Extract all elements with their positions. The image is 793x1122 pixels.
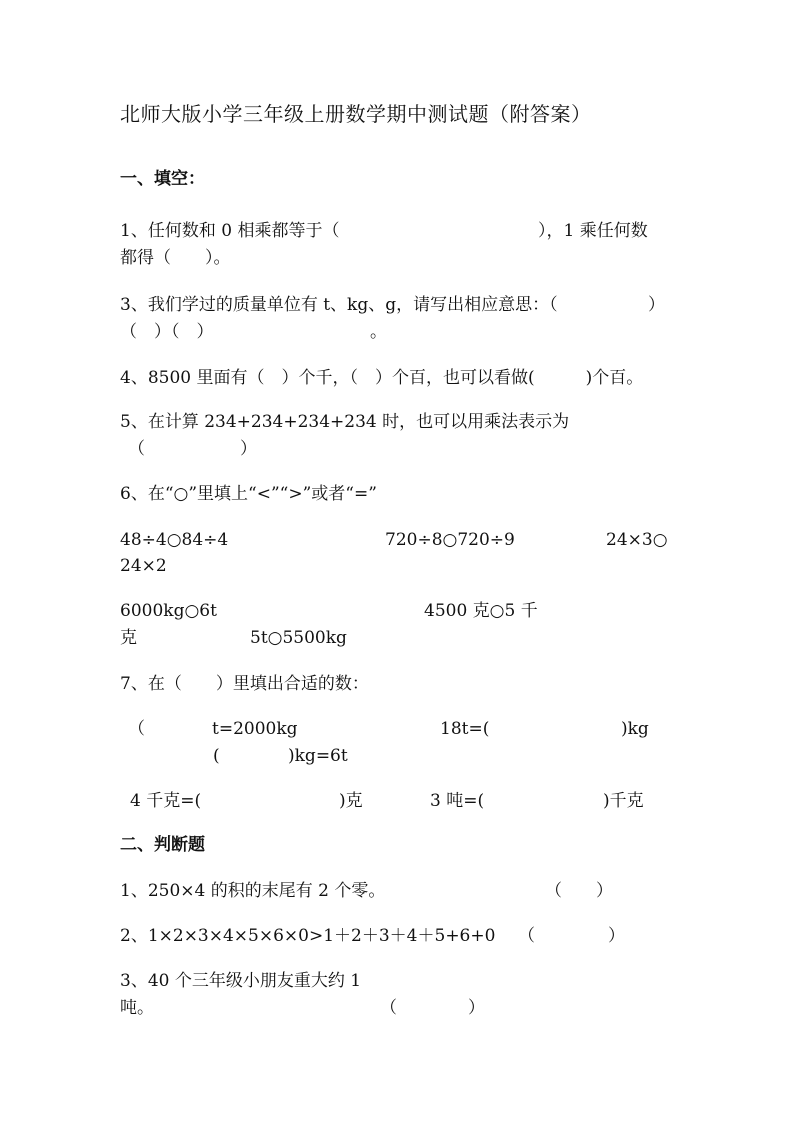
question-5-paren-open: （ [128, 439, 145, 459]
question-3-paren: ） [648, 295, 665, 315]
question-6-item-3: 24×3○ [606, 530, 668, 550]
question-6-item-2: 720÷8○720÷9 [385, 530, 515, 550]
question-7-item-2: 18t=( [440, 719, 490, 739]
question-7-intro: 7、在（ ）里填出合适的数： [120, 674, 369, 694]
question-6-item-3-cont: 24×2 [120, 556, 167, 576]
question-7-item-3-paren: ( [213, 746, 220, 766]
question-6-item-1: 48÷4○84÷4 [120, 530, 229, 550]
question-1-text: 1、任何数和 0 相乘都等于（ [120, 221, 340, 241]
judgement-1-text: 1、250×4 的积的末尾有 2 个零。 [120, 881, 386, 901]
question-5-text: 5、在计算 234+234+234+234 时，也可以用乘法表示为 [120, 412, 570, 432]
judgement-3-text-cont: 吨。 [120, 998, 154, 1018]
question-7-item-4-unit: )克 [339, 791, 363, 811]
question-6-item-5: 4500 克○5 千 [424, 601, 538, 621]
question-7-item-1: t=2000kg [212, 719, 298, 739]
question-3-text: 3、我们学过的质量单位有 t、kg、g，请写出相应意思：（ [120, 295, 558, 315]
judgement-2-text: 2、1×2×3×4×5×6×0>1＋2＋3＋4＋5+6+0 [120, 926, 496, 946]
question-6-item-5-cont: 克 [120, 628, 137, 648]
question-3-line-2: （ ）（ ） [120, 322, 214, 342]
question-1-text-cont: ），1 乘任何数 [538, 221, 648, 241]
question-7-item-5: 3 吨=( [430, 791, 485, 811]
judgement-3-paren-close: ） [468, 998, 485, 1018]
question-6-item-4: 6000kg○6t [120, 601, 217, 621]
question-7-item-1-paren: （ [128, 719, 145, 739]
judgement-2-paren-open: （ [518, 926, 535, 946]
judgement-2-paren-close: ） [608, 926, 625, 946]
question-7-item-2-unit: )kg [621, 719, 649, 739]
question-4-text: 4、8500 里面有（ ）个千，（ ）个百，也可以看做( )个百。 [120, 368, 644, 388]
question-6-item-6: 5t○5500kg [250, 628, 347, 648]
judgement-3-text: 3、40 个三年级小朋友重大约 1 [120, 971, 362, 991]
question-7-item-5-unit: )千克 [603, 791, 644, 811]
question-7-item-3: )kg=6t [288, 746, 348, 766]
section-heading-true-false: 二、判断题 [120, 835, 205, 855]
section-heading-fill-in: 一、填空： [120, 169, 205, 189]
judgement-1-paren: （ ） [545, 881, 613, 901]
question-6-intro: 6、在“○”里填上“<”“>”或者“=” [120, 484, 377, 504]
question-5-paren-close: ） [240, 439, 257, 459]
question-3-period: 。 [370, 322, 387, 342]
question-1-line-2: 都得（ ）。 [120, 248, 231, 268]
judgement-3-paren-open: （ [380, 998, 397, 1018]
question-7-item-4: 4 千克=( [130, 791, 202, 811]
page-title: 北师大版小学三年级上册数学期中测试题（附答案） [120, 102, 592, 126]
